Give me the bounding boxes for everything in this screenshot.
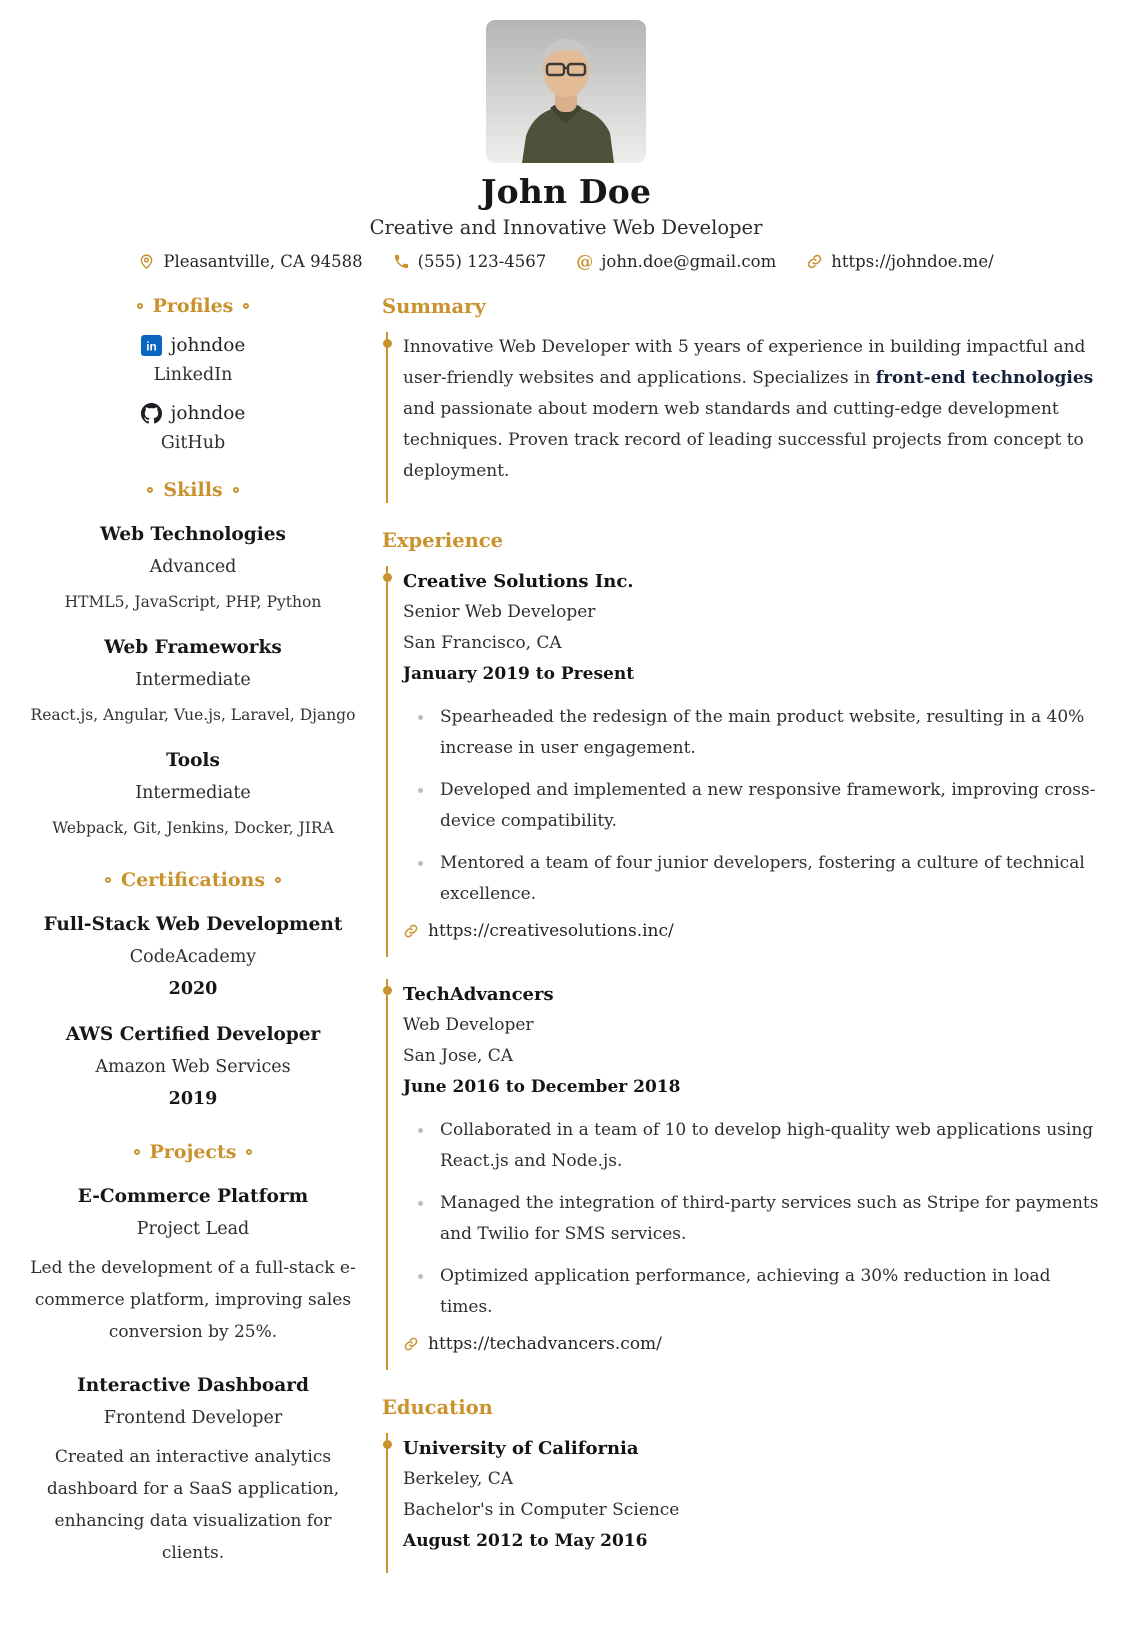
skill-level: Intermediate (135, 783, 251, 803)
experience-bullet: Developed and implemented a new responsive framework, improving cross-device compatibility. (403, 775, 1108, 837)
certification-name: AWS Certified Developer (65, 1024, 321, 1045)
profiles-section (22, 295, 364, 453)
circle-decoration (147, 487, 153, 493)
skill-level: Advanced (149, 557, 237, 577)
summary-section (382, 295, 1108, 503)
contact-phone[interactable] (393, 252, 547, 271)
candidate-headline: Creative and Innovative Web Developer (369, 216, 763, 239)
experience-bullets (403, 702, 1108, 910)
company-url[interactable] (403, 921, 1108, 941)
content-columns (0, 295, 1132, 1639)
skill-name: Web Technologies (100, 524, 286, 545)
profile-github (22, 403, 364, 453)
skill-name: Web Frameworks (104, 637, 282, 658)
skills-section-title: Skills (22, 479, 364, 501)
education-section-title: Education (382, 1396, 493, 1419)
employment-dates: January 2019 to Present (403, 664, 635, 684)
education-entry (386, 1433, 1108, 1573)
skill-name: Tools (166, 750, 220, 771)
circle-decoration (243, 303, 249, 309)
certifications-section-title: Certifications (22, 869, 364, 891)
profile-network-label: LinkedIn (153, 365, 233, 385)
projects-section-title: Projects (22, 1141, 364, 1163)
experience-bullet: Managed the integration of third-party services such as Stripe for payments and Twilio for SMS services. (403, 1188, 1108, 1250)
summary-section-title: Summary (382, 295, 486, 318)
website-text: https://johndoe.me/ (831, 252, 994, 271)
summary-text: Innovative Web Developer with 5 years of experience in building impactful and user-friendly websites and applications. Specializes in front-end technologies and passionate about modern web standards and cutting-edge development techniques. Proven track record of leading successful projects from concept to deployment. (403, 337, 1094, 481)
institution-name: University of California (403, 1438, 639, 1459)
at-icon: @ (576, 251, 594, 272)
experience-section-title: Experience (382, 529, 504, 552)
circle-decoration (137, 303, 143, 309)
project-role: Frontend Developer (103, 1408, 283, 1428)
circle-decoration (134, 1149, 140, 1155)
github-username-link[interactable]: johndoe (141, 403, 246, 424)
svg-text:in: in (145, 339, 157, 354)
company-name: Creative Solutions Inc. (403, 571, 634, 592)
profile-photo-illustration (486, 20, 646, 163)
circle-decoration (246, 1149, 252, 1155)
skill-keywords: HTML5, JavaScript, PHP, Python (64, 593, 322, 611)
profile-network-label: GitHub (160, 433, 226, 453)
project-description: Led the development of a full-stack e-commerce platform, improving sales conversion by 25%. (30, 1258, 356, 1342)
projects-section (22, 1141, 364, 1569)
skills-section (22, 479, 364, 843)
contact-email[interactable] (576, 252, 776, 271)
contact-location (138, 252, 362, 271)
phone-icon (393, 253, 410, 270)
skill-keywords: React.js, Angular, Vue.js, Laravel, Django (30, 706, 356, 724)
main-column (382, 295, 1108, 1599)
institution-location: Berkeley, CA (403, 1469, 513, 1489)
experience-section (382, 529, 1108, 1370)
linkedin-icon (141, 335, 162, 356)
experience-bullet: Spearheaded the redesign of the main product website, resulting in a 40% increase in user engagement. (403, 702, 1108, 764)
certification-issuer: CodeAcademy (129, 947, 257, 967)
location-pin-icon (138, 253, 155, 270)
skill-item (22, 519, 364, 617)
header (0, 20, 1132, 271)
certifications-section (22, 869, 364, 1115)
location-text: Pleasantville, CA 94588 (163, 252, 363, 271)
circle-decoration (105, 877, 111, 883)
skill-item (22, 745, 364, 843)
link-icon (403, 1336, 419, 1352)
circle-decoration (275, 877, 281, 883)
certification-item (22, 1019, 364, 1115)
skill-item (22, 632, 364, 730)
skill-level: Intermediate (135, 670, 251, 690)
education-dates: August 2012 to May 2016 (403, 1531, 648, 1551)
summary-bold-phrase: front-end technologies (875, 368, 1094, 388)
project-item (22, 1370, 364, 1569)
experience-bullet: Collaborated in a team of 10 to develop high-quality web applications using React.js and Node.js. (403, 1115, 1108, 1177)
education-section (382, 1396, 1108, 1573)
project-role: Project Lead (136, 1219, 250, 1239)
skill-keywords: Webpack, Git, Jenkins, Docker, JIRA (52, 819, 334, 837)
phone-text: (555) 123-4567 (417, 252, 547, 271)
link-icon (403, 923, 419, 939)
candidate-name: John Doe (480, 172, 652, 211)
position-title: Senior Web Developer (403, 602, 596, 622)
project-name: Interactive Dashboard (77, 1375, 309, 1396)
degree: Bachelor's in Computer Science (403, 1500, 680, 1520)
contact-row (0, 252, 1132, 271)
company-location: San Jose, CA (403, 1046, 514, 1066)
certification-issuer: Amazon Web Services (95, 1057, 291, 1077)
project-name: E-Commerce Platform (77, 1186, 309, 1207)
position-title: Web Developer (403, 1015, 534, 1035)
project-item (22, 1181, 364, 1348)
circle-decoration (233, 487, 239, 493)
project-description: Created an interactive analytics dashboard for a SaaS application, enhancing data visualization for clients. (46, 1447, 340, 1563)
sidebar (22, 295, 364, 1599)
experience-entry (386, 979, 1108, 1370)
linkedin-username-link[interactable]: in johndoe (141, 335, 246, 356)
profiles-section-title: Profiles (22, 295, 364, 317)
certification-year: 2019 (168, 1089, 218, 1109)
summary-timeline-item (386, 332, 1108, 503)
employment-dates: June 2016 to December 2018 (403, 1077, 681, 1097)
company-url-text: https://creativesolutions.inc/ (428, 921, 674, 941)
company-name: TechAdvancers (403, 984, 554, 1005)
experience-bullets (403, 1115, 1108, 1323)
certification-year: 2020 (168, 979, 218, 999)
certification-item (22, 909, 364, 1005)
contact-website[interactable] (806, 252, 993, 271)
company-location: San Francisco, CA (403, 633, 562, 653)
email-text: john.doe@gmail.com (601, 252, 777, 271)
company-url[interactable] (403, 1334, 1108, 1354)
experience-bullet: Mentored a team of four junior developers, fostering a culture of technical excellence. (403, 848, 1108, 910)
profile-linkedin (22, 335, 364, 385)
github-icon (141, 403, 162, 424)
company-url-text: https://techadvancers.com/ (428, 1334, 662, 1354)
profile-photo (486, 20, 646, 163)
experience-entry (386, 566, 1108, 957)
link-icon (806, 253, 823, 270)
certification-name: Full-Stack Web Development (43, 914, 343, 935)
experience-bullet: Optimized application performance, achieving a 30% reduction in load times. (403, 1261, 1108, 1323)
